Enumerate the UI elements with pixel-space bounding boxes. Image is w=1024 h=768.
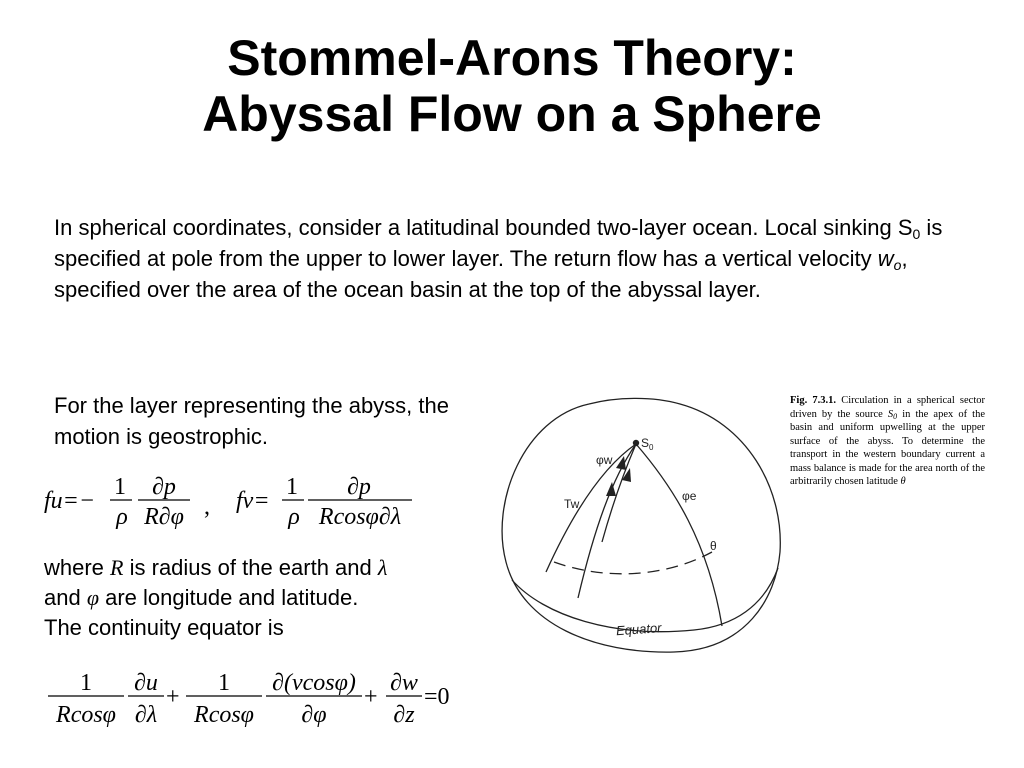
where-text-2: is radius of the earth and — [123, 555, 378, 580]
continuity-equation — [44, 662, 484, 736]
intro-w: w — [877, 246, 894, 271]
eq1-frac1-num: 1 — [114, 474, 126, 500]
caption-fig-number: Fig. 7.3.1. — [790, 395, 837, 406]
eq2-f5-num: ∂w — [390, 670, 418, 696]
figure-caption — [790, 394, 985, 489]
arrow-icon — [616, 456, 626, 470]
where-lambda: λ — [377, 555, 388, 580]
eq1-frac3-num: 1 — [286, 474, 298, 500]
eastern-boundary — [636, 444, 722, 626]
eq2-f4-num: ∂(vcosφ) — [272, 670, 356, 696]
latitude-theta-line — [554, 552, 712, 574]
where-R: R — [110, 555, 124, 580]
eq1-frac2-den: R∂φ — [144, 504, 184, 530]
label-tw: Tw — [564, 497, 580, 511]
eq1-frac1-den: ρ — [116, 504, 128, 530]
eq2-f2-num: ∂u — [134, 670, 158, 696]
eq2-f5-den: ∂z — [393, 702, 415, 728]
intro-w-variable — [878, 246, 902, 271]
caption-text-1: Circulation in a spherical sector driven by the source — [790, 395, 985, 420]
caption-s: S — [887, 408, 894, 420]
where-text-1: where — [44, 555, 111, 580]
intro-paragraph — [54, 212, 984, 305]
eq2-f1-den: Rcosφ — [56, 702, 116, 728]
intro-text-1: In spherical coordinates, consider a latitudinal bounded two-layer ocean. Local sinking S — [54, 215, 913, 240]
eq2-f1-num: 1 — [80, 670, 92, 696]
caption-text-2: in the apex of the basin and uniform upwelling at the upper surface of the abyss. To determine the transport in the western boundary current a mass balance is made for the area north of the arbitrarily chosen latitude — [790, 408, 986, 487]
eq2-rhs: =0 — [424, 684, 450, 710]
eq1-frac4-den: Rcosφ∂λ — [318, 504, 402, 530]
where-paragraph — [44, 553, 484, 643]
eq1-frac3-den: ρ — [288, 504, 300, 530]
title-line-1: Stommel-Arons Theory: — [227, 30, 797, 86]
eq1-comma: , — [204, 494, 210, 520]
geostrophic-equations — [44, 468, 464, 534]
source-point-icon — [633, 440, 639, 446]
label-equator: Equator — [615, 620, 662, 639]
intro-s-subscript: 0 — [912, 226, 921, 242]
eq2-f2-den: ∂λ — [134, 702, 158, 728]
eq2-f3-den: Rcosφ — [194, 702, 254, 728]
where-text-4: are longitude and latitude. — [99, 585, 359, 610]
where-phi: φ — [86, 585, 99, 610]
eq1-frac4-num: ∂p — [347, 474, 371, 500]
caption-s-subscript: 0 — [893, 411, 898, 421]
eq2-plus-1: + — [166, 684, 180, 710]
eq2-f3-num: 1 — [218, 670, 230, 696]
eq2-plus-2: + — [364, 684, 378, 710]
caption-theta: θ — [900, 476, 906, 487]
label-phi-e: φe — [682, 489, 697, 503]
intro-text-3: , specified over the area of the ocean basin at the top of the abyssal layer. — [54, 246, 908, 302]
eq1-lhs-fu: fu=− — [44, 488, 96, 514]
label-phi-w: φw — [596, 453, 613, 467]
where-text-5: The continuity equator is — [44, 615, 284, 640]
geostrophic-text: For the layer representing the abyss, the motion is geostrophic. — [54, 393, 449, 449]
title-line-2: Abyssal Flow on a Sphere — [202, 86, 822, 142]
intro-text-2: is specified at pole from the upper to lower layer. The return flow has a vertical velocity — [54, 215, 943, 271]
label-theta: θ — [710, 539, 717, 553]
eq1-lhs-fv: fv= — [236, 488, 270, 514]
eq2-f4-den: ∂φ — [301, 702, 327, 728]
label-s0: $S_0$ — [641, 436, 654, 452]
where-text-3: and — [44, 585, 87, 610]
eq1-frac2-num: ∂p — [152, 474, 176, 500]
slide-title — [0, 30, 1024, 142]
intro-w-subscript: o — [893, 257, 902, 273]
